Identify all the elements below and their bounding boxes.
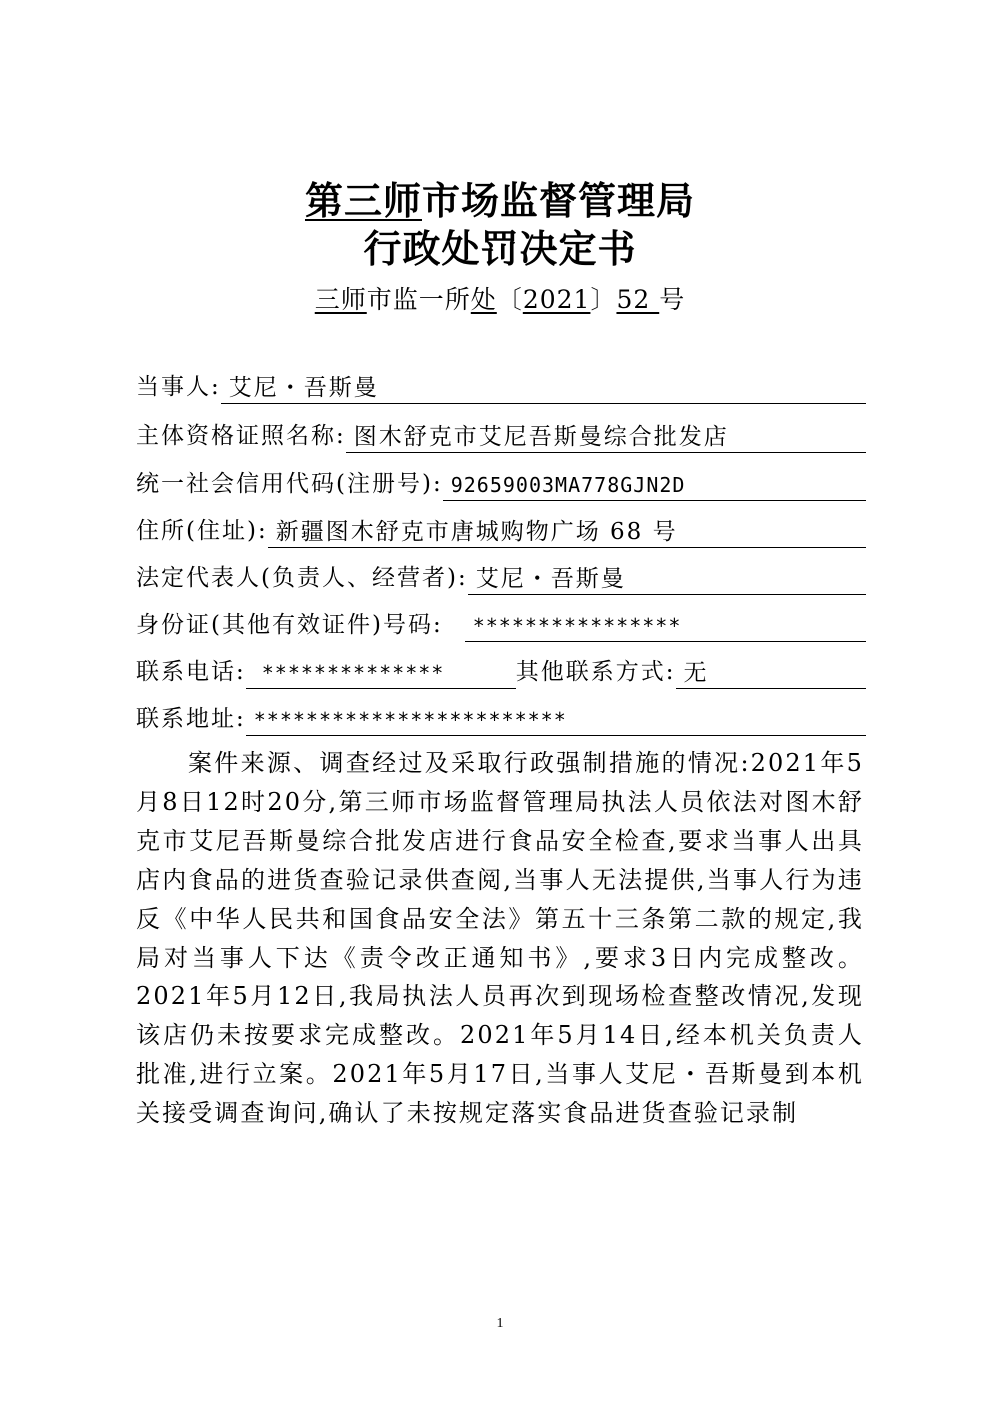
other-contact-value: 无 xyxy=(676,657,867,689)
id-label: 身份证(其他有效证件)号码: xyxy=(136,612,443,638)
docno-part-6: 〕 xyxy=(590,285,617,314)
title-agency-prefix: 第三师 xyxy=(304,178,422,223)
document-title: 行政处罚决定书 xyxy=(363,226,637,271)
legal-rep-value: 艾尼・吾斯曼 xyxy=(468,563,866,595)
case-facts-paragraph: 案件来源、调查经过及采取行政强制措施的情况:2021年5月8日12时20分,第三师市场监督管理局执法人员依法对图木舒克市艾尼吾斯曼综合批发店进行食品安全检查,要求当事人出具店内食品的进货查验记录供查阅,当事人无法提供,当事人行为违反《中华人民共和国食品安全法》第五十三条第二款的规定,我局对当事人下达《责令改正通知书》,要求3日内完成整改。2021年5月12日,我局执法人员再次到现场检查整改情况,发现该店仍未按要求完成整改。2021年5月14日,经本机关负责人批准,进行立案。2021年5月17日,当事人艾尼・吾斯曼到本机关接受调查询问,确认了未按规定落实食品进货查验记录制 xyxy=(136,749,864,1128)
field-id-number xyxy=(136,608,866,642)
field-party xyxy=(136,370,866,404)
field-phone xyxy=(136,655,866,689)
docno-year: 2021 xyxy=(522,285,591,314)
docno-part-3: 处 xyxy=(470,285,497,314)
address-label: 住所(住址): xyxy=(136,518,268,544)
phone-label: 联系电话: xyxy=(136,659,246,685)
page-number: 1 xyxy=(496,1316,504,1331)
docno-part-4: 〔 xyxy=(496,285,523,314)
contact-address-label: 联系地址: xyxy=(136,706,246,732)
license-name-label: 主体资格证照名称: xyxy=(136,423,346,449)
contact-address-value: ************************ xyxy=(246,704,866,736)
credit-code-label: 统一社会信用代码(注册号): xyxy=(136,471,443,497)
document-title-agency xyxy=(0,178,1000,224)
title-agency-name: 市场监督管理局 xyxy=(422,178,696,223)
party-value: 艾尼・吾斯曼 xyxy=(221,372,866,404)
phone-value: ************** xyxy=(246,657,516,689)
docno-serial: 52 xyxy=(616,285,660,314)
party-label: 当事人: xyxy=(136,374,221,400)
docno-suffix: 号 xyxy=(659,285,686,314)
legal-rep-label: 法定代表人(负责人、经营者): xyxy=(136,565,468,591)
id-value: **************** xyxy=(465,610,866,642)
field-address xyxy=(136,514,866,548)
docno-part-1: 三师 xyxy=(314,285,367,314)
field-credit-code xyxy=(136,467,866,501)
field-contact-address xyxy=(136,702,866,736)
other-contact-label: 其他联系方式: xyxy=(515,659,676,685)
address-value: 新疆图木舒克市唐城购物广场 68 号 xyxy=(268,516,866,548)
license-name-value: 图木舒克市艾尼吾斯曼综合批发店 xyxy=(346,421,866,453)
document-number xyxy=(0,282,1000,318)
field-license-name xyxy=(136,419,866,453)
credit-code-value: 92659003MA778GJN2D xyxy=(443,469,866,501)
docno-part-2: 市监一所 xyxy=(366,285,471,314)
field-legal-rep xyxy=(136,561,866,595)
